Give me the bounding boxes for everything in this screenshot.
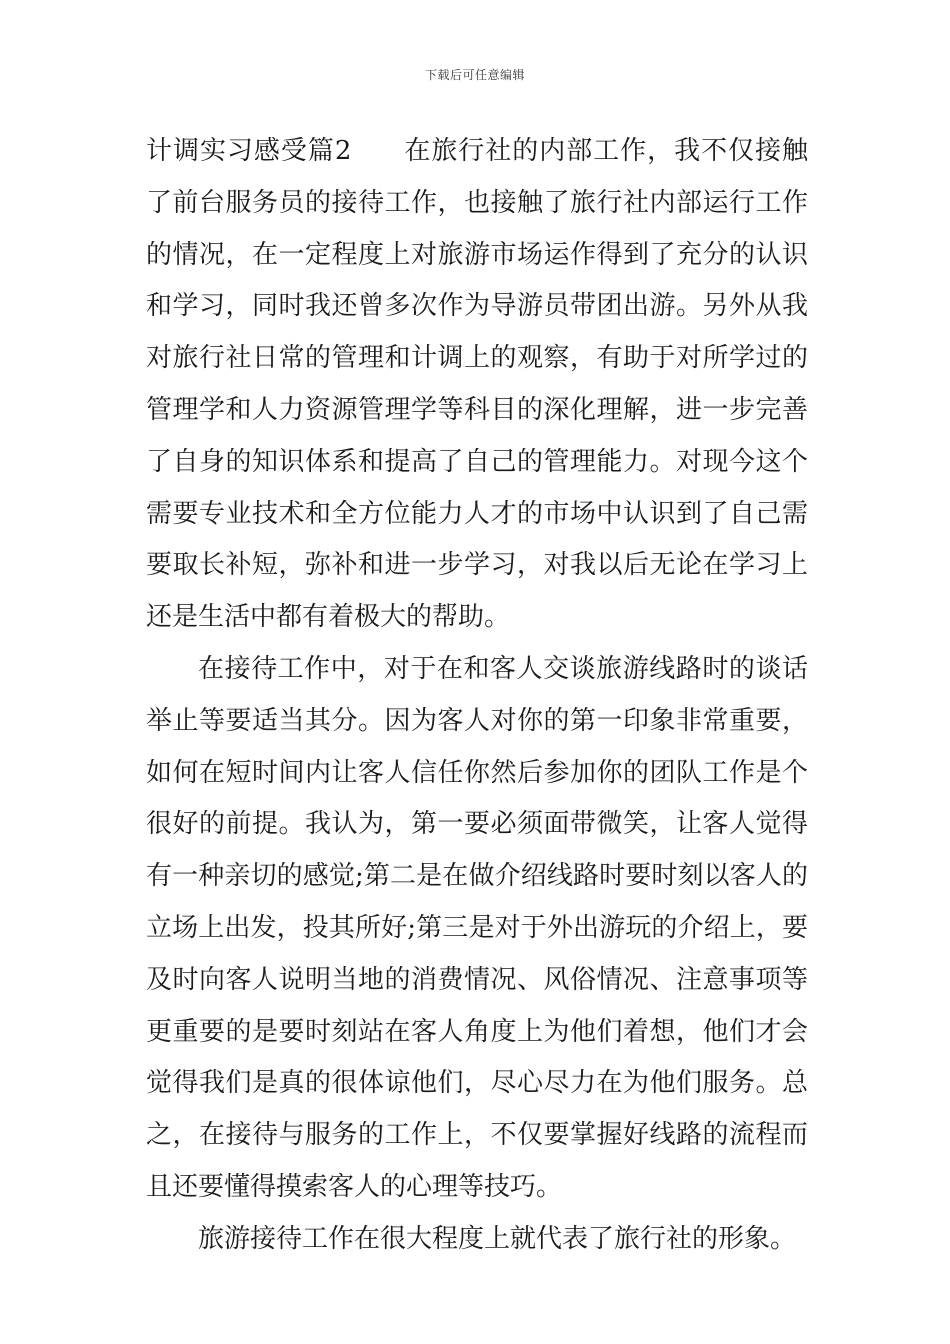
paragraph-1 [146, 126, 808, 644]
paragraph-1-text: 在旅行社的内部工作，我不仅接触了前台服务员的接待工作，也接触了旅行社内部运行工作的情况，在一定程度上对旅游市场运作得到了充分的认识和学习，同时我还曾多次作为导游员带团出游。另外从我对旅行社日常的管理和计调上的观察，有助于对所学过的管理学和人力资源管理学等科目的深化理解，进一步完善了自身的知识体系和提高了自己的管理能力。对现今这个需要专业技术和全方位能力人才的市场中认识到了自己需要取长补短，弥补和进一步学习，对我以后无论在学习上还是生活中都有着极大的帮助。 [146, 136, 808, 633]
page-header-note: 下载后可任意编辑 [424, 68, 525, 82]
paragraph-3: 旅游接待工作在很大程度上就代表了旅行社的形象。 [198, 1223, 797, 1254]
document-title: 计调实习感受篇2 [146, 136, 352, 166]
paragraph-2: 在接待工作中，对于在和客人交谈旅游线路时的谈话举止等要适当其分。因为客人对你的第一印象非常重要，如何在短时间内让客人信任你然后参加你的团队工作是个很好的前提。我认为，第一要必须面带微笑，让客人觉得有一种亲切的感觉;第二是在做介绍线路时要时刻以客人的立场上出发，投其所好;第三是对于外出游玩的介绍上，要及时向客人说明当地的消费情况、风俗情况、注意事项等更重要的是要时刻站在客人角度上为他们着想，他们才会觉得我们是真的很体谅他们，尽心尽力在为他们服务。总之，在接待与服务的工作上，不仅要掌握好线路的流程而且还要懂得摸索客人的心理等技巧。 [146, 653, 808, 1202]
document-body [146, 126, 808, 1266]
